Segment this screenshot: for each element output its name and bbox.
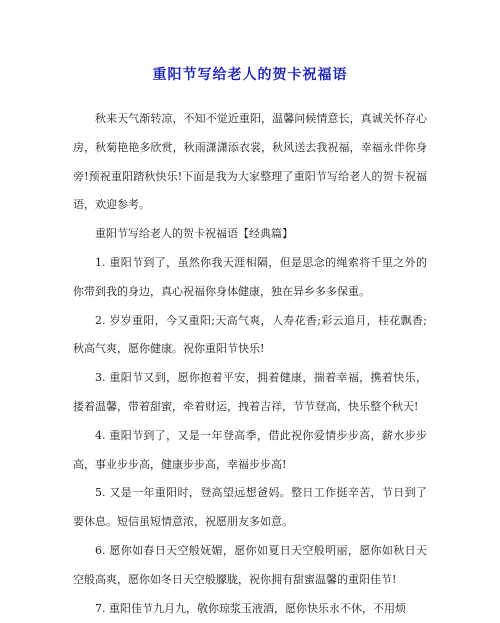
list-item: 4. 重阳节到了，又是一年登高季，借此祝你爱情步步高，薪水步步高，事业步步高，健康步步高，幸福步步高! <box>73 428 427 471</box>
section-heading: 重阳节写给老人的贺卡祝福语【经典篇】 <box>95 227 293 241</box>
intro-paragraph: 秋来天气渐转凉，不知不觉近重阳，温馨问候情意长，真诚关怀存心房，秋菊艳艳多欣赏，秋雨潇潇添衣裳，秋风送去我祝福，幸福永伴你身旁!预祝重阳踏秋快乐!下面是我为大家整理了重阳节写给老人的贺卡祝福语，欢迎参考。 <box>73 112 427 212</box>
list-item: 5. 又是一年重阳时，登高望远想爸妈。整日工作挺辛苦，节日到了要休息。短信虽短情意浓，祝愿朋友多如意。 <box>73 486 427 529</box>
list-item: 6. 愿你如春日天空般妩媚，愿你如夏日天空般明丽，愿你如秋日天空般高爽，愿你如冬日天空般朦胧，祝你拥有甜蜜温馨的重阳佳节! <box>73 543 427 586</box>
list-item: 1. 重阳节到了，虽然你我天涯相隔，但是思念的绳索将千里之外的你带到我的身边，真心祝福你身体健康，独在异乡多多保重。 <box>73 255 427 298</box>
list-item: 3. 重阳节又到，愿你抱着平安，拥着健康，揣着幸福，携着快乐，搂着温馨，带着甜蜜，牵着财运，拽着吉祥，节节登高，快乐整个秋天! <box>73 371 427 413</box>
list-item: 2. 岁岁重阳，今又重阳;天高气爽，人寿花香;彩云追月，桂花飘香;秋高气爽，愿你健康。祝你重阳节快乐! <box>73 313 427 356</box>
list-item: 7. 重阳佳节九月九，敬你琼浆玉液酒，愿你快乐永不休，不用烦 <box>95 601 406 615</box>
document-body <box>73 105 427 623</box>
document-title: 重阳节写给老人的贺卡祝福语 <box>152 67 348 83</box>
